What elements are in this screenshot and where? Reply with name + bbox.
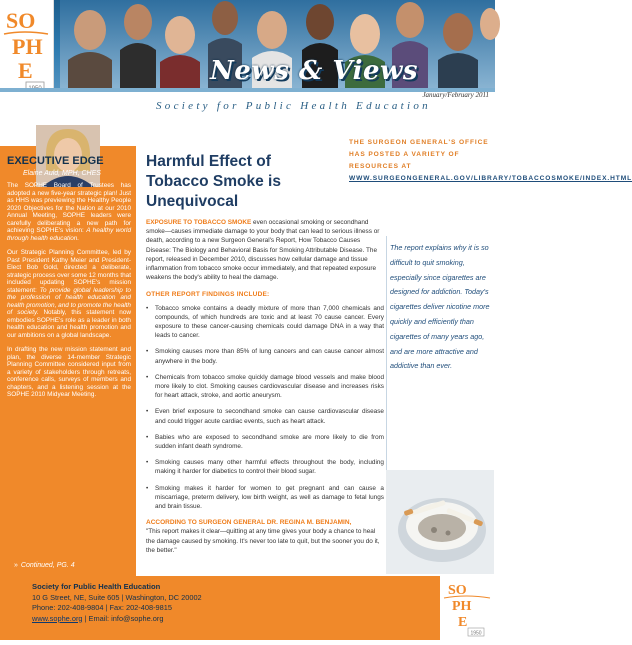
ashtray-photo xyxy=(386,470,494,574)
list-item: • Smoking makes it harder for women to get pregnant and can cause a miscarriage, preterm delivery, low birth weight, as well as damage to fetal lungs and brain tissue. xyxy=(146,484,384,512)
continued-link[interactable]: » Continued, PG. 4 xyxy=(14,562,75,569)
sidebar-body xyxy=(7,182,131,406)
accent-strip xyxy=(0,88,495,92)
resources-callout: THE SURGEON GENERAL'S OFFICE HAS POSTED A VARIETY OF RESOURCES AT WWW.SURGEONGENERAL.GOV/LIBRARY/TOBACCOSMOKE/INDEX.HTML xyxy=(349,139,632,182)
svg-text:PH: PH xyxy=(452,599,472,614)
footer-logo-panel xyxy=(440,576,495,640)
footer-org-name: Society for Public Health Education xyxy=(32,582,161,591)
footer-phone: Phone: 202-408-9804 | Fax: 202-408-9815 xyxy=(32,603,172,612)
svg-text:E: E xyxy=(458,615,468,630)
article-body xyxy=(146,218,384,555)
footer-address: 10 G Street, NE, Suite 605 | Washington, DC 20002 xyxy=(32,592,202,602)
footer-email: | Email: info@sophe.org xyxy=(82,613,164,623)
svg-text:E: E xyxy=(18,58,33,83)
sidebar-byline: Elaine Auld, MPH, CHES xyxy=(23,170,101,177)
article-title: Harmful Effect of Tobacco Smoke is Unequivocal xyxy=(146,153,281,210)
sidebar-paragraph: The SOPHE Board of Trustees has adopted a new five-year strategic plan! Just as HHS was previewing the Healthy People 2020 Objectives for the Nation at our 2010 Annual Meeting, SOPHE leaders were carefully deliberating a new path for achieving SOPHE's vision: A healthy world through health education. xyxy=(7,182,131,242)
findings-heading: OTHER REPORT FINDINGS INCLUDE: xyxy=(146,291,270,299)
column-divider xyxy=(386,236,387,472)
sidebar-heading-wrap xyxy=(7,155,104,167)
org-tagline: Society for Public Health Education xyxy=(156,100,431,112)
findings-list xyxy=(146,304,384,512)
resources-link[interactable]: WWW.SURGEONGENERAL.GOV/LIBRARY/TOBACCOSMOKE/INDEX.HTML xyxy=(349,175,632,182)
newsletter-title: News & Views xyxy=(210,56,419,86)
list-item: • Smoking causes more than 85% of lung cancers and can cause cancer almost anywhere in the body. xyxy=(146,347,384,365)
svg-text:1950: 1950 xyxy=(470,630,482,637)
svg-text:SO: SO xyxy=(6,8,36,33)
svg-text:PH: PH xyxy=(12,34,43,59)
list-item: • Babies who are exposed to secondhand smoke are more likely to die from sudden infant death syndrome. xyxy=(146,433,384,451)
pull-quote: The report explains why it is so difficult to quit smoking, especially since cigarettes are designed for addiction. Today's cigarettes deliver nicotine more quickly and efficiently than cigarettes of many years ago, and are more attractive and addictive than ever. xyxy=(390,243,490,371)
footer xyxy=(0,576,495,640)
list-item: • Even brief exposure to secondhand smoke can cause cardiovascular disease and could trigger acute cardiac events, such as heart attack. xyxy=(146,407,384,425)
contact-block xyxy=(32,582,202,624)
double-arrow-icon: » xyxy=(14,562,18,569)
sidebar-paragraph: Our Strategic Planning Committee, led by Past President Kathy Meier and President-Elect Bob Gold, directed a deliberate, strategic process over some 12 months that included updating SOPHE's mission statement: To provide global leadership to the profession of health education and health promotion, and to promote the health of society. Notably, this statement now embodies SOPHE's role as a leader in both health education and health promotion and our ambitions on a global landscape. xyxy=(7,249,131,339)
list-item: • Chemicals from tobacco smoke quickly damage blood vessels and make blood more likely to clot. Smoking causes cardiovascular disease and increases risks for heart attack, stroke, and aortic aneurysm. xyxy=(146,373,384,401)
surgeon-general-quote: "This report makes it clear—quitting at any time gives your body a chance to heal the damage caused by smoking. It's never too late to quit, but the sooner you do it, the better." xyxy=(146,528,380,554)
article-lead: EXPOSURE TO TOBACCO SMOKE even occasional smoking or secondhand smoke—causes immediate damage to your body that can lead to serious illness or death, according to a new Surgeon General's Report, How Tobacco Causes Disease: The Biology and Behavioral Basis for Smoking Attributable Disease. The report, released in December 2010, discusses how cellular damage and tissue inflammation from tobacco smoke occur immediately, and that repeated exposure weakens the body's ability to heal the damage. xyxy=(146,219,380,282)
sidebar-heading: EXECUTIVE EDGE xyxy=(7,155,104,167)
list-item: • Smoking causes many other harmful effects throughout the body, including making it harder for diabetics to control their blood sugar. xyxy=(146,458,384,476)
website-link[interactable]: www.sophe.org xyxy=(32,613,83,623)
issue-date: January/February 2011 xyxy=(422,91,489,99)
sidebar-paragraph: In drafting the new mission statement and plan, the diverse 14-member Strategic Planning Committee considered input from a variety of stakeholders through retreats, conference calls, surveys of members and chapters, and a listening session at the SOPHE 2010 Midyear Meeting. xyxy=(7,346,131,398)
footer-web-line xyxy=(32,614,202,625)
sophe-logo-small xyxy=(440,576,495,640)
svg-text:SO: SO xyxy=(448,583,467,598)
list-item: • Tobacco smoke contains a deadly mixture of more than 7,000 chemicals and compounds, of which hundreds are toxic and at least 70 cause cancer. Every exposure to these cancer-causing chemicals could damage DNA in a way that leads to cancer. xyxy=(146,304,384,341)
masthead xyxy=(0,0,495,122)
surgeon-general-heading: ACCORDING TO SURGEON GENERAL DR. REGINA M. BENJAMIN, xyxy=(146,519,352,527)
